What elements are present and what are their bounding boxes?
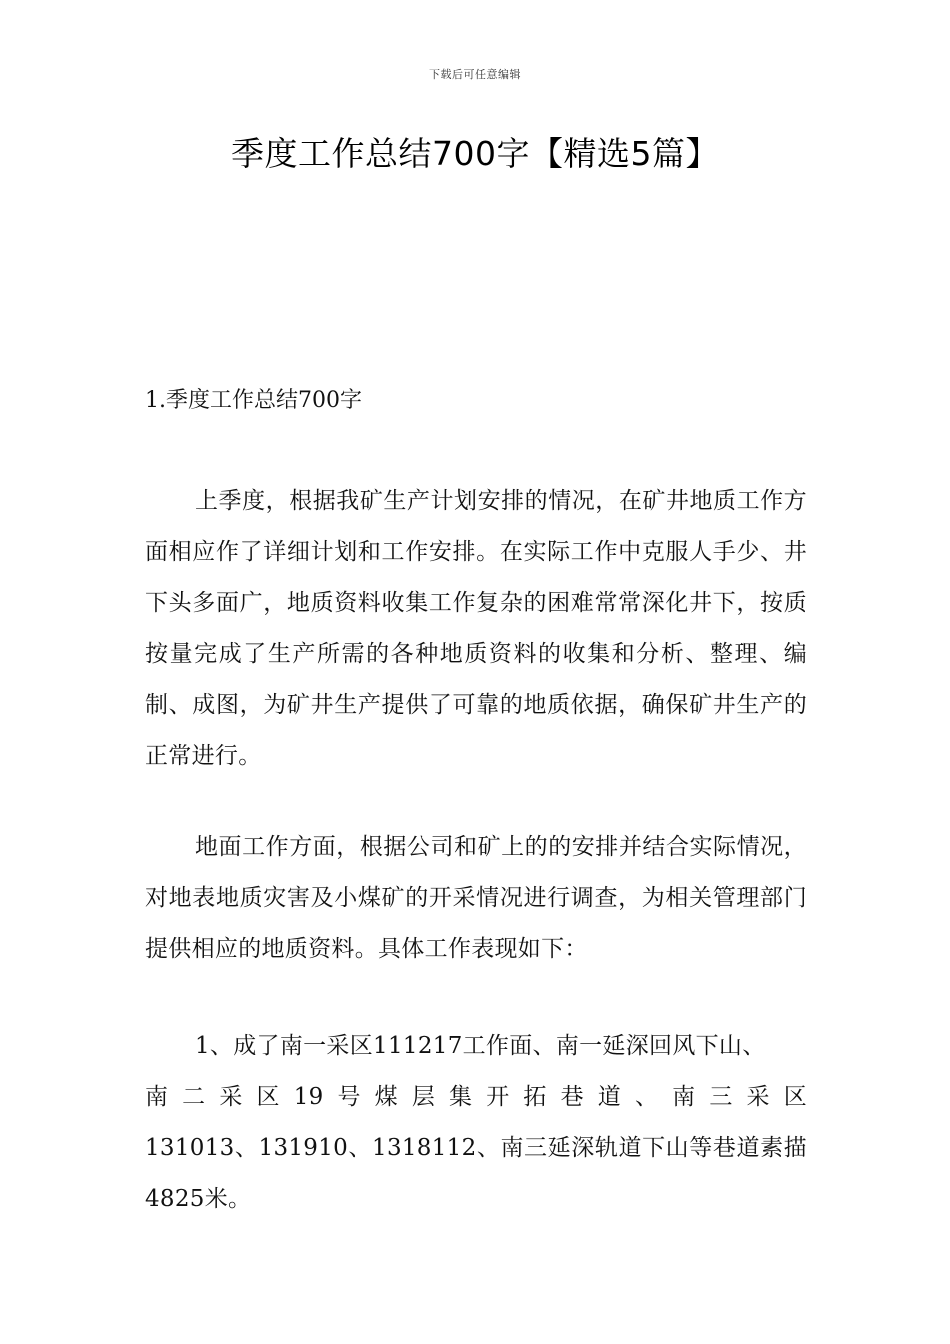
document-title: 季度工作总结700字【精选5篇】 xyxy=(231,134,719,173)
list-item-line-2: 南二采区19号煤层集开拓巷道、南三采区 xyxy=(145,1084,807,1110)
section-heading: 1.季度工作总结700字 xyxy=(145,388,362,413)
list-item xyxy=(145,1021,807,1225)
paragraph-1: 上季度，根据我矿生产计划安排的情况，在矿井地质工作方面相应作了详细计划和工作安排。在实际工作中克服人手少、井下头多面广，地质资料收集工作复杂的困难常常深化井下，按质按量完成了生产所需的各种地质资料的收集和分析、整理、编制、成图，为矿井生产提供了可靠的地质依据，确保矿井生产的正常进行。 xyxy=(145,488,807,769)
header-note: 下载后可任意编辑 xyxy=(429,68,521,81)
paragraph-2: 地面工作方面，根据公司和矿上的的安排并结合实际情况，对地表地质灾害及小煤矿的开采情况进行调查，为相关管理部门提供相应的地质资料。具体工作表现如下： xyxy=(145,834,807,962)
list-item-line-3: 131013、131910、1318112、南三延深轨道下山等巷道素描4825米。 xyxy=(145,1135,807,1212)
list-item-line-1: 1、成了南一采区111217工作面、南一延深回风下山、 xyxy=(195,1033,766,1059)
